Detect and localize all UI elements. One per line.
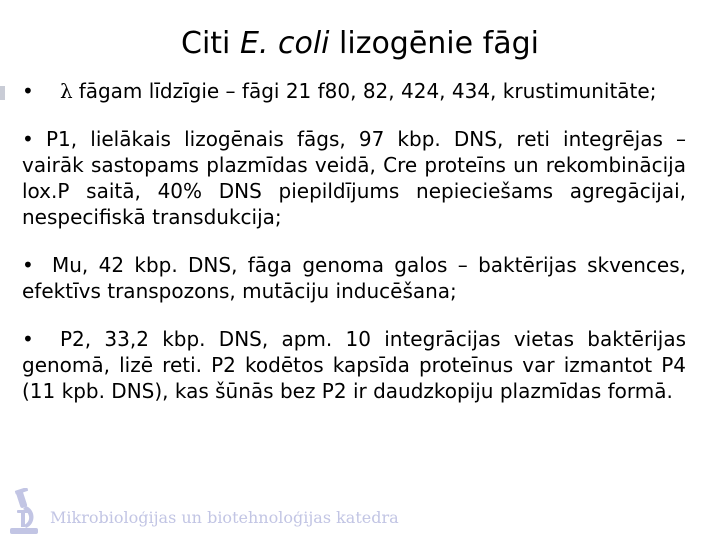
bullet-text: Mu, 42 kbp. DNS, fāga genoma galos – baktērijas skvences, efektīvs transpozons, mutāciju inducēšana; xyxy=(22,253,686,303)
slide-title xyxy=(0,22,720,66)
bullet-dot: • xyxy=(22,253,34,277)
bullet-dot: • xyxy=(22,127,34,151)
bullet-list xyxy=(22,78,686,426)
bullet-text: P1, lielākais lizogēnais fāgs, 97 kbp. DNS, reti integrējas – vairāk sastopams plazmīdas veidā, Cre proteīns un rekombinācija lox.P saitā, 40% DNS piepildījums nepieciešams agregācijai, nespecifiskā transdukcija; xyxy=(22,127,686,229)
bullet-dot: • xyxy=(22,327,34,351)
bullet-dot: • xyxy=(22,79,34,103)
footer-department-label: Mikrobioloģijas un biotehnoloģijas katedra xyxy=(50,508,399,527)
bullet-item-p1 xyxy=(22,126,686,230)
title-part-2: lizogēnie fāgi xyxy=(329,26,539,61)
title-italic-species: E. coli xyxy=(239,26,330,61)
microscope-icon xyxy=(4,488,44,538)
bullet-item-lambda xyxy=(22,78,686,104)
bullet-text: P2, 33,2 kbp. DNS, apm. 10 integrācijas vietas baktērijas genomā, lizē reti. P2 kodētos kapsīda proteīnus var izmantot P4 (11 kpb. DNS), kas šūnās bez P2 ir daudzkopiju plazmīdas formā. xyxy=(22,327,686,403)
footer xyxy=(0,488,720,540)
left-edge-mark xyxy=(0,86,5,100)
title-part-1: Citi xyxy=(181,26,240,61)
bullet-item-p2 xyxy=(22,326,686,404)
bullet-item-mu xyxy=(22,252,686,304)
lambda-symbol: λ xyxy=(60,79,73,103)
bullet-text: fāgam līdzīgie – fāgi 21 f80, 82, 424, 434, krustimunitāte; xyxy=(78,79,657,103)
